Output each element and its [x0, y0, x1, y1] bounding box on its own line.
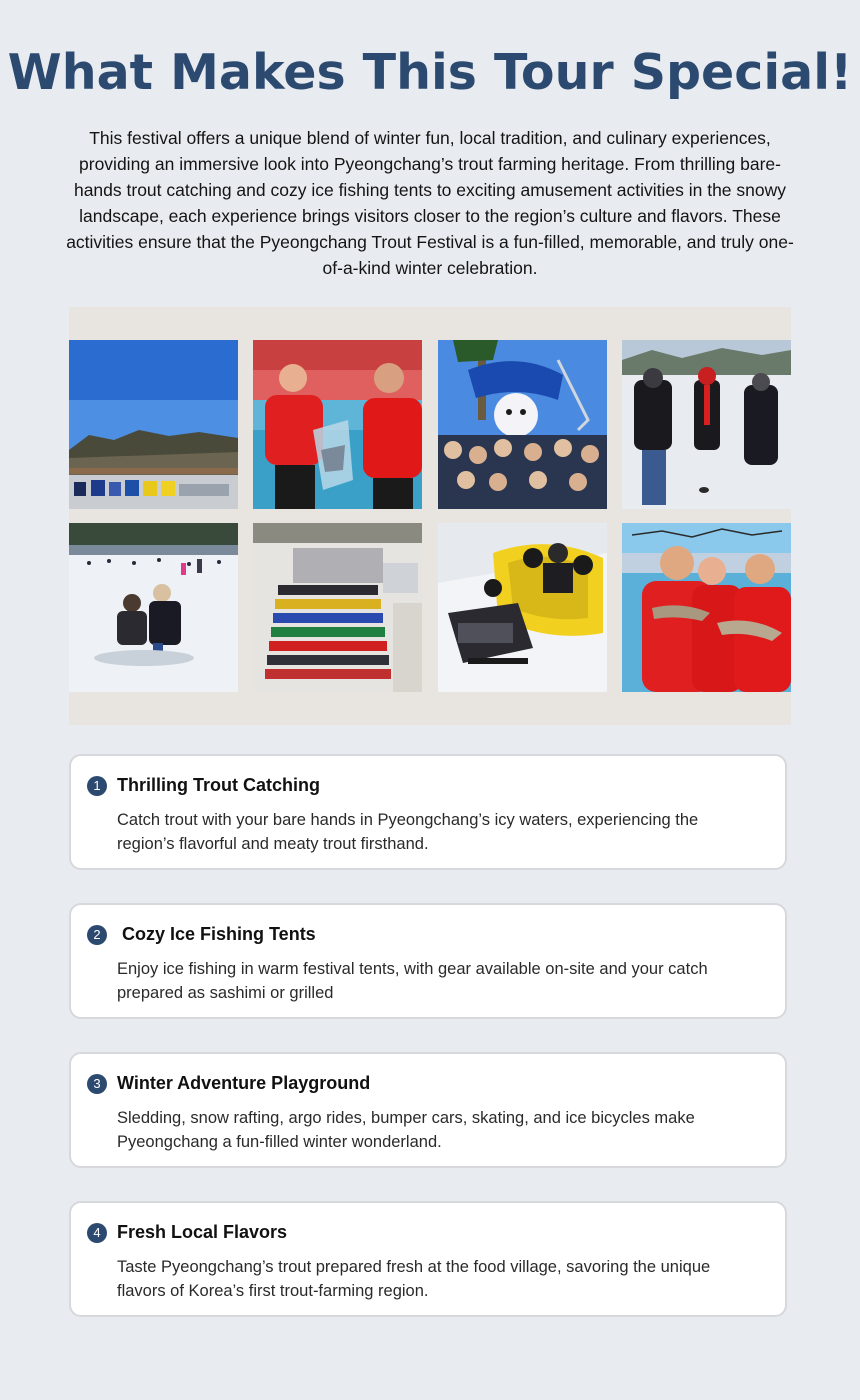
feature-title: Fresh Local Flavors: [117, 1222, 288, 1242]
feature-card-local-flavors: [69, 1201, 787, 1317]
aerial-ice-tents-image: [253, 523, 422, 692]
photo-snowy-landscape[interactable]: [69, 340, 238, 509]
feature-title: Winter Adventure Playground: [117, 1073, 371, 1093]
photo-trout-bag-catch[interactable]: [253, 340, 422, 509]
feature-description: Taste Pyeongchang’s trout prepared fresh at the food village, savoring the unique flavors of Korea’s first trout-farming region.: [117, 1258, 711, 1300]
snowy-landscape-image: [69, 340, 238, 509]
feature-card-trout-catching: [69, 754, 787, 870]
intro-paragraph: This festival offers a unique blend of winter fun, local tradition, and culinary experiences, providing an immersive look into Pyeongchang’s trout farming heritage. From thrilling bare-hands trout catching and cozy ice fishing tents to exciting amusement activities in the snowy landscape, each experience brings visitors closer to the region’s culture and flavors. These activities ensure that the Pyeongchang Trout Festival is a fun-filled, memorable, and truly one-of-a-kind winter celebration.: [66, 128, 794, 278]
page-title: What Makes This Tour Special!: [7, 44, 853, 101]
ice-fishing-hole-image: [622, 340, 791, 509]
photo-frozen-river-visitors[interactable]: [69, 523, 238, 692]
trout-bag-catch-image: [253, 340, 422, 509]
frozen-river-visitors-image: [69, 523, 238, 692]
feature-title: Thrilling Trout Catching: [117, 775, 320, 795]
feature-card-ice-fishing-tents: [69, 903, 787, 1019]
feature-card-adventure-playground: [69, 1052, 787, 1168]
feature-number-badge: 2: [87, 925, 107, 945]
feature-number-badge: 4: [87, 1223, 107, 1243]
photo-festival-mascot-group[interactable]: [438, 340, 607, 509]
photo-ice-fishing-hole[interactable]: [622, 340, 791, 509]
feature-number-badge: 1: [87, 776, 107, 796]
photo-trout-catch-celebration[interactable]: [622, 523, 791, 692]
photo-snow-rafting[interactable]: [438, 523, 607, 692]
feature-description: Sledding, snow rafting, argo rides, bumper cars, skating, and ice bicycles make Pyeongchang a fun-filled winter wonderland.: [117, 1109, 695, 1151]
feature-description: Enjoy ice fishing in warm festival tents, with gear available on-site and your catch prepared as sashimi or grilled: [117, 960, 708, 1002]
photo-gallery: [69, 307, 791, 725]
trout-catch-celebration-image: [622, 523, 791, 692]
feature-title: Cozy Ice Fishing Tents: [117, 924, 316, 944]
festival-mascot-group-image: [438, 340, 607, 509]
feature-description: Catch trout with your bare hands in Pyeongchang’s icy waters, experiencing the region’s flavorful and meaty trout firsthand.: [117, 811, 699, 853]
photo-aerial-ice-tents[interactable]: [253, 523, 422, 692]
snow-rafting-image: [438, 523, 607, 692]
feature-number-badge: 3: [87, 1074, 107, 1094]
